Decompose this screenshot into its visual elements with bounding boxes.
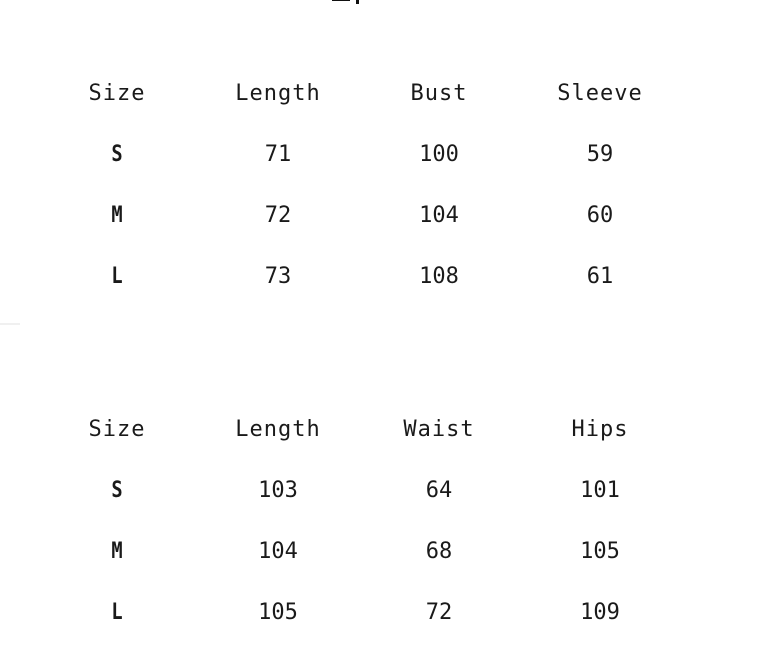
hips-cell: 101 — [580, 478, 620, 503]
hips-cell: 105 — [580, 539, 620, 564]
table-header-row — [0, 410, 784, 471]
divider-mark — [0, 323, 20, 325]
header-bust: Bust — [410, 81, 468, 106]
length-cell: 105 — [258, 600, 298, 625]
sleeve-cell: 60 — [586, 203, 614, 228]
header-size: Size — [88, 81, 146, 106]
bust-cell: 100 — [419, 142, 459, 167]
size-cell: M — [111, 539, 123, 564]
waist-cell: 68 — [425, 539, 453, 564]
length-cell: 73 — [264, 264, 292, 289]
cropped-heading-mark — [326, 0, 386, 6]
waist-cell: 64 — [425, 478, 453, 503]
table-row — [0, 135, 784, 196]
table-row — [0, 532, 784, 593]
table-header-row — [0, 74, 784, 135]
table-row — [0, 257, 784, 318]
sleeve-cell: 59 — [586, 142, 614, 167]
waist-cell: 72 — [425, 600, 453, 625]
size-cell: S — [111, 142, 123, 167]
length-cell: 103 — [258, 478, 298, 503]
sleeve-cell: 61 — [586, 264, 614, 289]
size-cell: L — [111, 600, 123, 625]
length-cell: 104 — [258, 539, 298, 564]
table-row — [0, 471, 784, 532]
header-length: Length — [235, 81, 321, 106]
header-hips: Hips — [571, 417, 629, 442]
hips-cell: 109 — [580, 600, 620, 625]
header-length: Length — [235, 417, 321, 442]
header-size: Size — [88, 417, 146, 442]
size-cell: M — [111, 203, 123, 228]
bust-cell: 104 — [419, 203, 459, 228]
table-row — [0, 593, 784, 654]
bust-cell: 108 — [419, 264, 459, 289]
tops-size-table — [0, 74, 784, 318]
size-cell: L — [111, 264, 123, 289]
length-cell: 72 — [264, 203, 292, 228]
size-cell: S — [111, 478, 123, 503]
length-cell: 71 — [264, 142, 292, 167]
table-row — [0, 196, 784, 257]
header-waist: Waist — [403, 417, 475, 442]
header-sleeve: Sleeve — [557, 81, 643, 106]
bottoms-size-table — [0, 410, 784, 654]
